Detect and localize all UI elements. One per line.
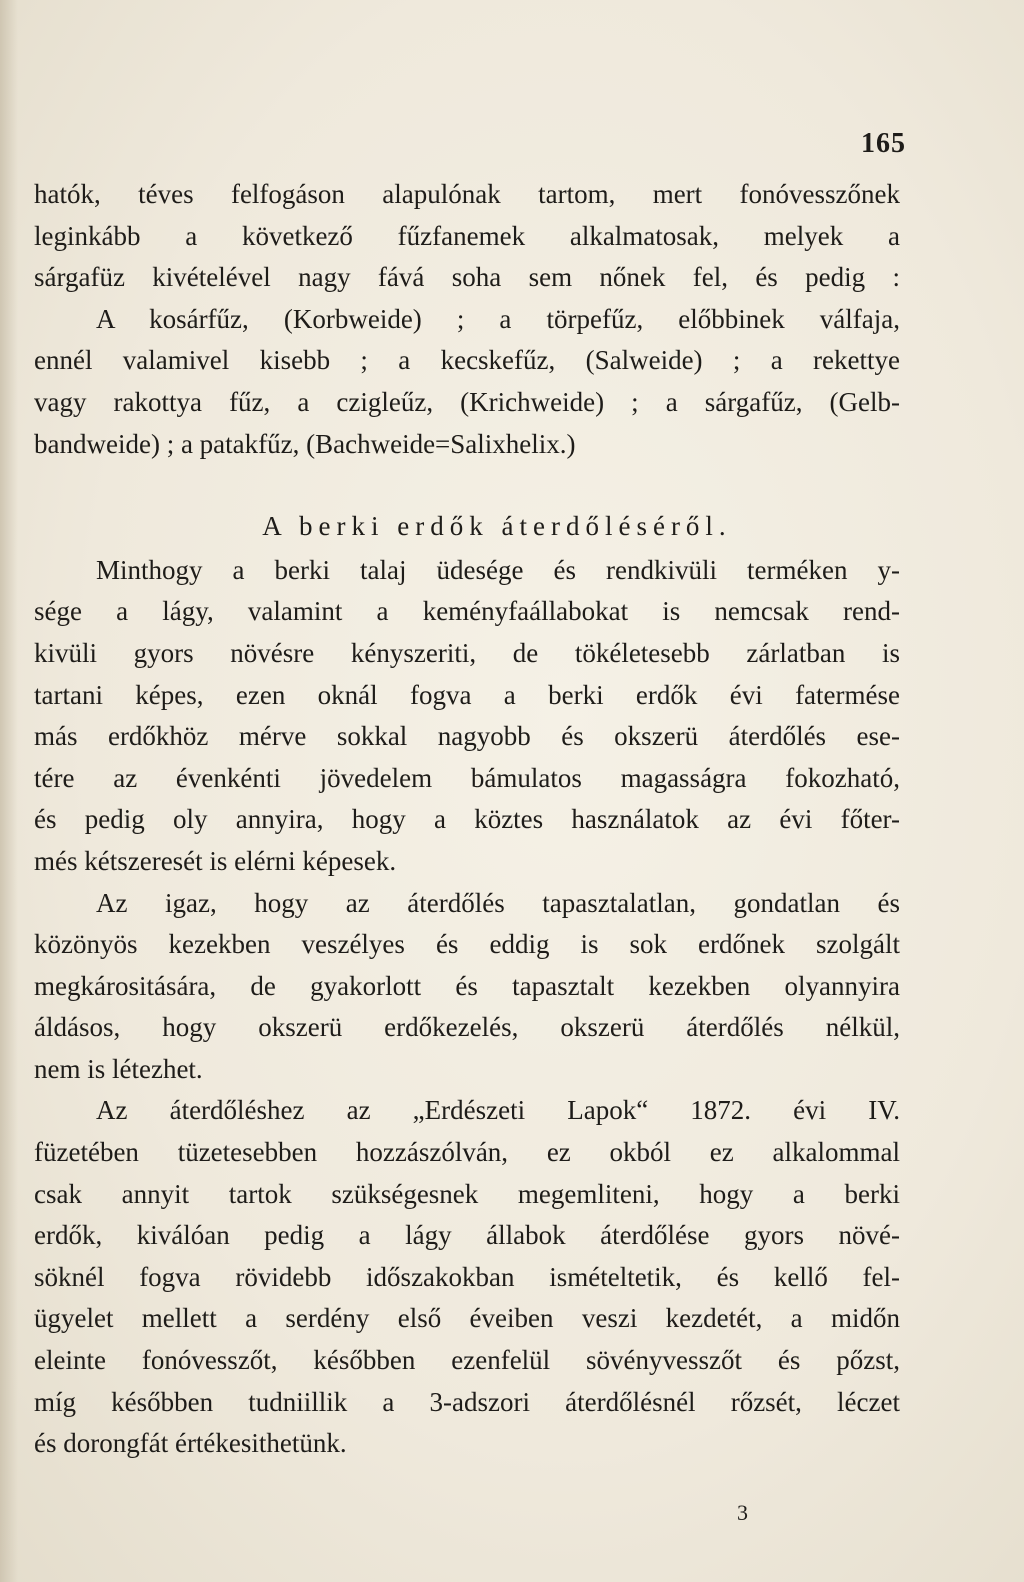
text-line: sárgafüz kivételével nagy fává soha sem nőnek fel, és pedig : [34, 262, 900, 293]
text-line: leginkább a következő fűzfanemek alkalmatosak, melyek a [34, 220, 900, 251]
text-line: més kétszeresét is elérni képesek. [34, 845, 397, 876]
text-line: A kosárfűz, (Korbweide) ; a törpefűz, előbbinek válfaja, [96, 303, 900, 334]
text-line: vagy rakottya fűz, a czigleűz, (Krichweide) ; a sárgafűz, (Gelb- [34, 386, 900, 417]
text-line: söknél fogva rövidebb időszakokban ismételtetik, és kellő fel- [34, 1261, 900, 1292]
page-number: 165 [861, 128, 906, 159]
body-text [34, 174, 900, 1465]
text-line: míg későbben tudniillik a 3-adszori áterdőlésnél rőzsét, léczet [34, 1386, 900, 1417]
text-line: erdők, kiválóan pedig a lágy állabok áterdőlése gyors növé- [34, 1220, 900, 1251]
page-gutter-shadow [0, 0, 18, 1582]
text-line: tartani képes, ezen oknál fogva a berki erdők évi fatermése [34, 679, 900, 710]
text-line: közönyös kezekben veszélyes és eddig is sok erdőnek szolgált [34, 929, 900, 960]
text-line: más erdőkhöz mérve sokkal nagyobb és okszerü áterdőlés ese- [34, 721, 900, 752]
section-heading: A berki erdők áterdőléséről. [262, 511, 732, 542]
text-line: eleinte fonóvesszőt, későbben ezenfelül sövényvesszőt és pőzst, [34, 1345, 900, 1376]
paragraph-1 [34, 174, 900, 465]
paragraph-2 [34, 550, 900, 883]
text-line: Az igaz, hogy az áterdőlés tapasztalatlan, gondatlan és [96, 887, 900, 918]
paragraph-3 [34, 883, 900, 1091]
text-line: csak annyit tartok szükségesnek megemliteni, hogy a berki [34, 1178, 900, 1209]
paragraph-4 [34, 1090, 900, 1464]
signature-mark: 3 [737, 1500, 748, 1525]
text-line: bandweide) ; a patakfűz, (Bachweide=Salixhelix.) [34, 428, 576, 459]
text-line: megkárositására, de gyakorlott és tapasztalt kezekben olyannyira [34, 970, 900, 1001]
text-line: ennél valamivel kisebb ; a kecskefűz, (Salweide) ; a rekettye [34, 345, 900, 376]
text-line: és pedig oly annyira, hogy a köztes használatok az évi főter- [34, 804, 900, 835]
text-line: és dorongfát értékesithetünk. [34, 1428, 347, 1459]
text-line: kivüli gyors növésre kényszeriti, de tökéletesebb zárlatban is [34, 637, 900, 668]
text-line: hatók, téves felfogáson alapulónak tartom, mert fonóvesszőnek [34, 179, 900, 209]
text-line: ügyelet mellett a serdény első éveiben veszi kezdetét, a midőn [34, 1303, 900, 1334]
text-line: füzetében tüzetesebben hozzászólván, ez okból ez alkalommal [34, 1137, 900, 1168]
text-line: sége a lágy, valamint a keményfaállabokat is nemcsak rend- [34, 596, 900, 627]
text-line: Minthogy a berki talaj üdesége és rendkivüli terméken y- [96, 554, 900, 585]
text-line: tére az évenkénti jövedelem bámulatos magasságra fokozható, [34, 762, 900, 793]
text-line: nem is létezhet. [34, 1053, 203, 1084]
text-line: áldásos, hogy okszerü erdőkezelés, okszerü áterdőlés nélkül, [34, 1012, 900, 1043]
text-line: Az áterdőléshez az „Erdészeti Lapok“ 1872. évi IV. [96, 1095, 900, 1126]
